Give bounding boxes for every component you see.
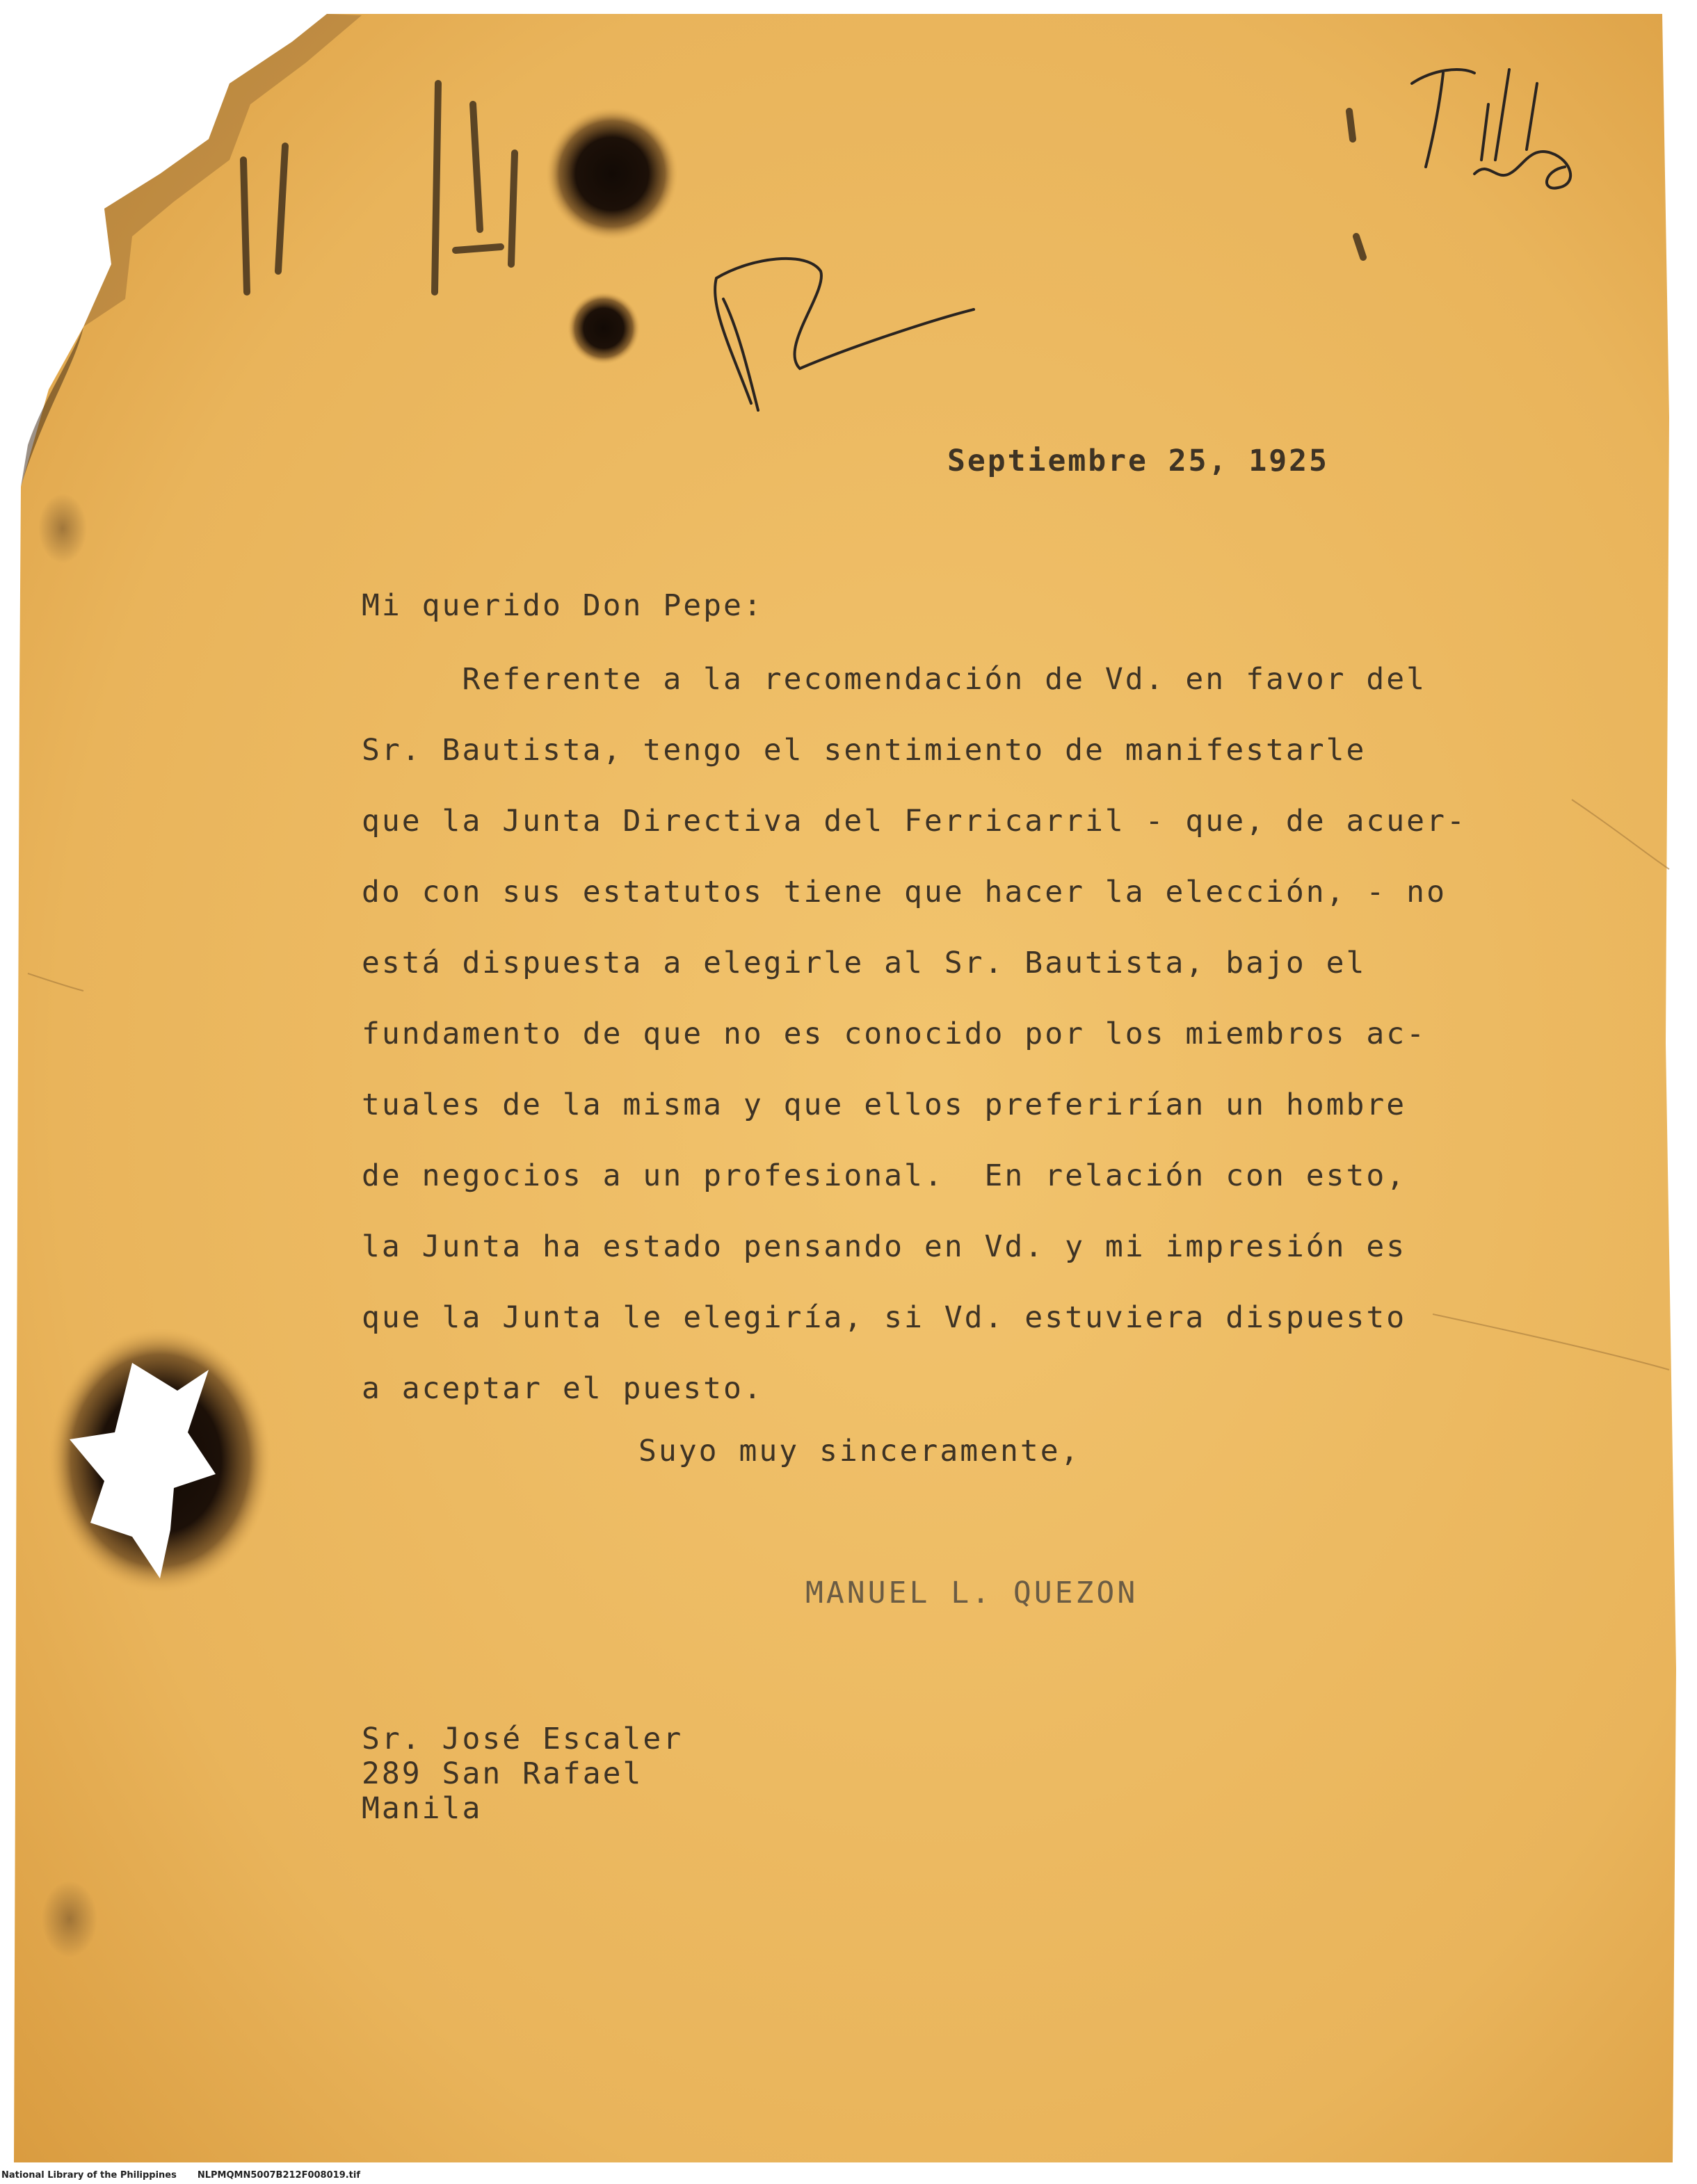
body-line: está dispuesta a elegirle al Sr. Bautista, bajo el [362, 946, 1367, 980]
letter-closing: Suyo muy sinceramente, [638, 1434, 1081, 1469]
body-line: a aceptar el puesto. [362, 1371, 764, 1406]
body-line: fundamento de que no es conocido por los miembros ac- [362, 1017, 1427, 1051]
body-line: que la Junta le elegiría, si Vd. estuviera dispuesto [362, 1300, 1407, 1335]
body-line: de negocios a un profesional. En relación con esto, [362, 1158, 1407, 1193]
letter-salutation: Mi querido Don Pepe: [362, 588, 764, 623]
body-line: do con sus estatutos tiene que hacer la elección, - no [362, 875, 1447, 909]
burn-spot [568, 292, 640, 364]
body-line: que la Junta Directiva del Ferricarril - que, de acuer- [362, 804, 1467, 839]
library-credit: National Library of the Philippines [1, 2170, 177, 2181]
letter-date: Septiembre 25, 1925 [947, 444, 1329, 478]
scan-file-name: NLPMQMN5007B212F008019.tif [197, 2170, 360, 2181]
body-line: Sr. Bautista, tengo el sentimiento de manifestarle [362, 733, 1367, 768]
body-line: Referente a la recomendación de Vd. en favor del [362, 662, 1427, 697]
scan-footer [1, 2171, 360, 2180]
recipient-city: Manila [362, 1791, 483, 1826]
body-line: la Junta ha estado pensando en Vd. y mi impresión es [362, 1229, 1407, 1264]
burn-spot [546, 108, 678, 240]
signature-block: MANUEL L. QUEZON [805, 1576, 1139, 1610]
recipient-name: Sr. José Escaler [362, 1722, 684, 1756]
recipient-street: 289 San Rafael [362, 1756, 643, 1791]
body-line: tuales de la misma y que ellos preferirían un hombre [362, 1087, 1407, 1122]
